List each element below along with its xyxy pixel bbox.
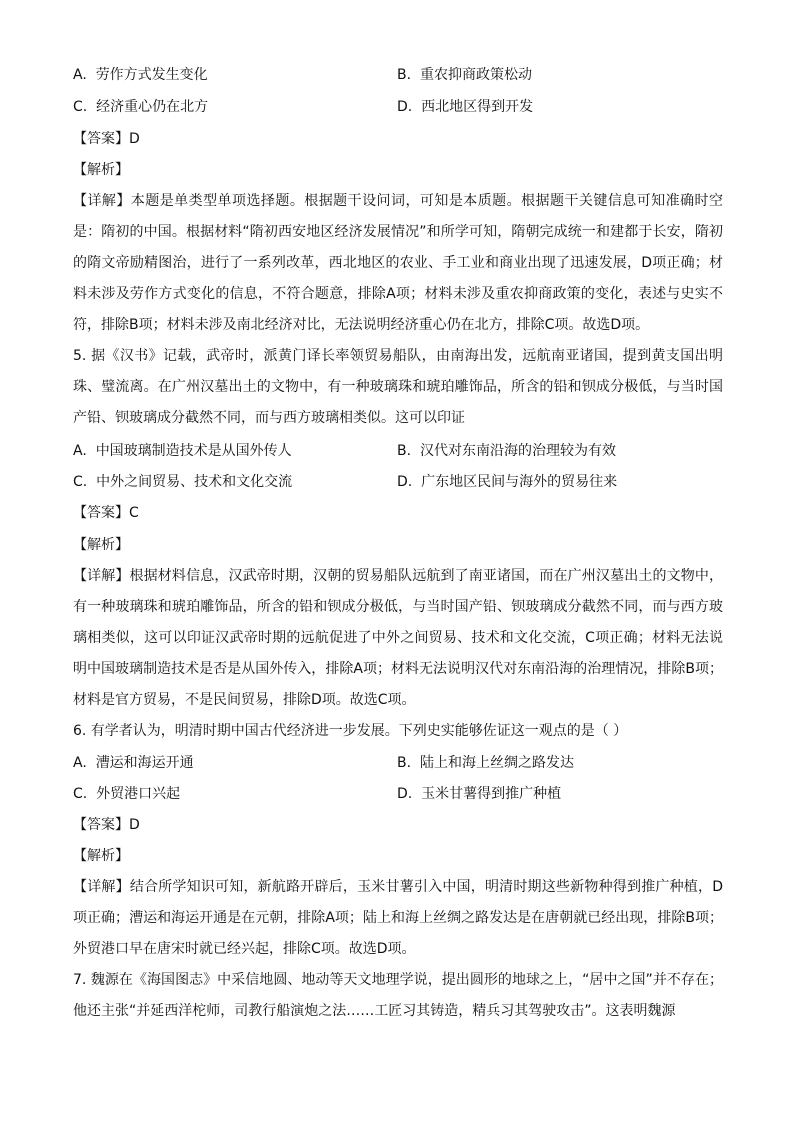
q6-option-d: D. 玉米甘薯得到推广种植 (397, 786, 562, 802)
q6-detail: 【详解】结合所学知识可知，新航路开辟后，玉米甘薯引入中国，明清时期这些新物种得到推广种植，D项正确；漕运和海运开通是在元朝，排除A项；陆上和海上丝绸之路发达是在唐朝就已经出现，排除B项；外贸港口早在唐宋时就已经兴起，排除C项。故选D项。 (73, 879, 723, 957)
q6-answer: 【答案】D (73, 817, 140, 833)
q5-option-c: C. 中外之间贸易、技术和文化交流 (73, 474, 293, 490)
q5-detail: 【详解】根据材料信息，汉武帝时期，汉朝的贸易船队远航到了南亚诸国，而在广州汉墓出土的文物中，有一种玻璃珠和琥珀雕饰品，所含的铅和钡成分极低，与当时国产铅、钡玻璃成分截然不同，而与西方玻璃相类似，这可以印证汉武帝时期的远航促进了中外之间贸易、技术和文化交流，C项正确；材料无法说明中国玻璃制造技术是否是从国外传入，排除A项；材料无法说明汉代对东南沿海的治理情况，排除B项；材料是官方贸易，不是民间贸易，排除D项。故选C项。 (73, 568, 723, 708)
q5-option-a: A. 中国玻璃制造技术是从国外传人 (73, 443, 292, 459)
q5-stem: 5. 据《汉书》记载，武帝时，派黄门译长率领贸易船队，由南海出发，远航南亚诸国，提到黄支国出明珠、璧流离。在广州汉墓出土的文物中，有一种玻璃珠和琥珀雕饰品，所含的铅和钡成分极低，与当时国产铅、钡玻璃成分截然不同，而与西方玻璃相类似。这可以印证 (73, 348, 723, 426)
q4-option-c: C. 经济重心仍在北方 (73, 99, 209, 115)
q5-analysis-label: 【解析】 (73, 537, 129, 553)
q6-option-a: A. 漕运和海运开通 (73, 755, 194, 771)
q6-analysis-label: 【解析】 (73, 848, 129, 864)
q4-answer: 【答案】D (73, 131, 140, 147)
q7-stem: 7. 魏源在《海国图志》中采信地圆、地动等天文地理学说，提出圆形的地球之上，“居中之国”并不存在；他还主张“并延西洋柁师，司教行船演炮之法……工匠习其铸造，精兵习其驾驶攻击”。这表明魏源 (73, 972, 723, 1019)
q5-option-b: B. 汉代对东南沿海的治理较为有效 (397, 443, 616, 459)
q5-option-d: D. 广东地区民间与海外的贸易往来 (397, 474, 618, 490)
q6-stem: 6. 有学者认为，明清时期中国古代经济进一步发展。下列史实能够佐证这一观点的是（ ） (73, 723, 628, 739)
q6-option-c: C. 外贸港口兴起 (73, 786, 181, 802)
q4-option-b: B. 重农抑商政策松动 (397, 67, 532, 83)
q5-answer: 【答案】C (73, 505, 139, 521)
q4-analysis-label: 【解析】 (73, 162, 129, 178)
q6-option-b: B. 陆上和海上丝绸之路发达 (397, 755, 574, 771)
q4-option-d: D. 西北地区得到开发 (397, 99, 534, 115)
q4-option-a: A. 劳作方式发生变化 (73, 67, 208, 83)
q4-detail: 【详解】本题是单类型单项选择题。根据题干设问词，可知是本质题。根据题干关键信息可知准确时空是：隋初的中国。根据材料“隋初西安地区经济发展情况”和所学可知，隋朝完成统一和建都于长安，隋初的隋文帝励精图治，进行了一系列改革，西北地区的农业、手工业和商业出现了迅速发展，D项正确；材料未涉及劳作方式变化的信息，不符合题意，排除A项；材料未涉及重农抑商政策的变化，表述与史实不符，排除B项；材料未涉及南北经济对比，无法说明经济重心仍在北方，排除C项。故选D项。 (73, 193, 723, 333)
